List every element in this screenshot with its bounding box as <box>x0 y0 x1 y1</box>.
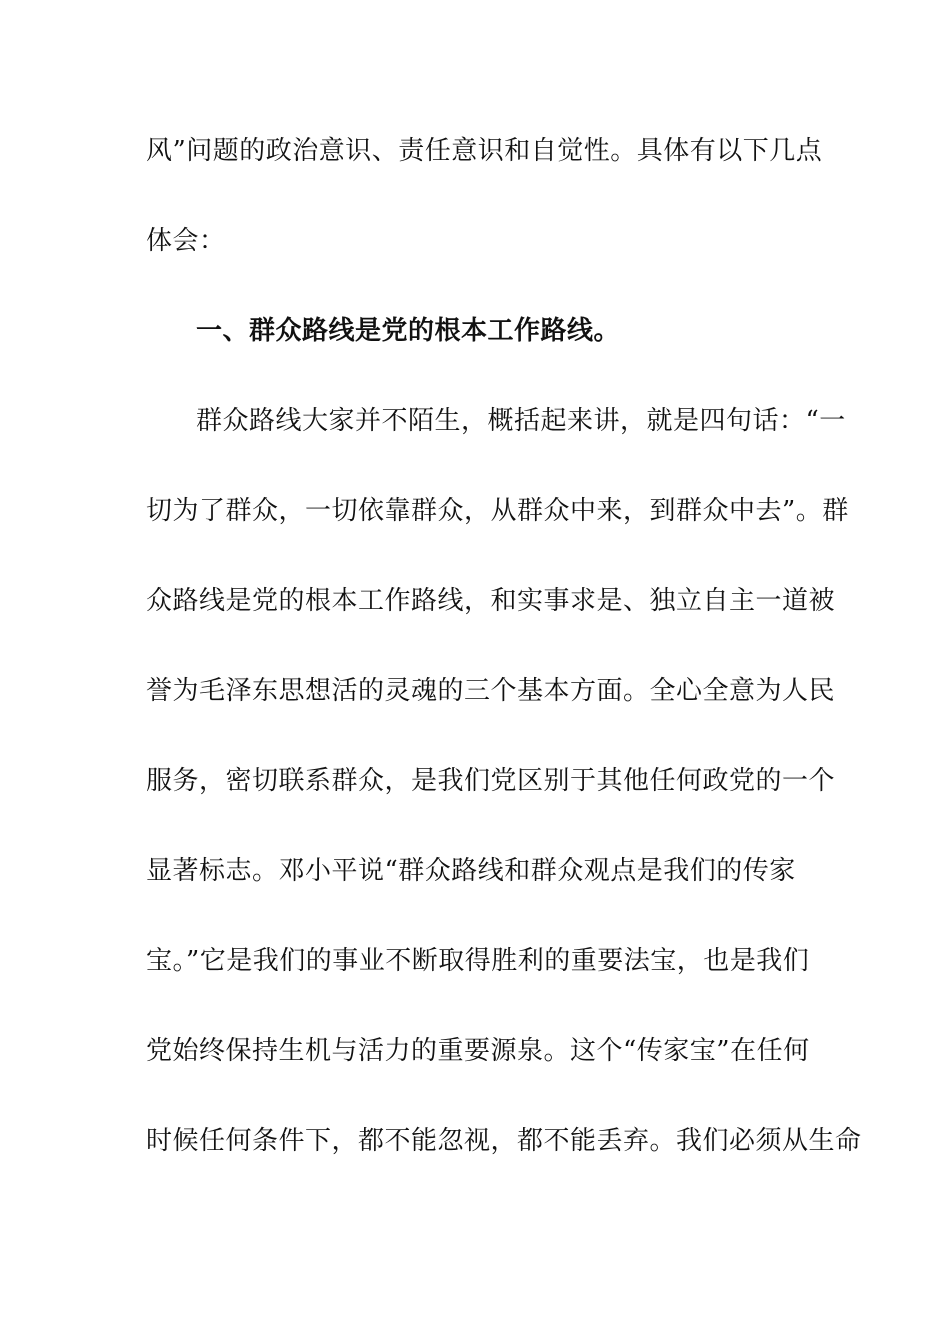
paragraph-line: 宝。”它是我们的事业不断取得胜利的重要法宝，也是我们 <box>146 946 810 976</box>
paragraph-line: 众路线是党的根本工作路线，和实事求是、独立自主一道被 <box>146 586 836 616</box>
paragraph-line: 时候任何条件下，都不能忽视，都不能丢弃。我们必须从生命 <box>146 1126 862 1156</box>
paragraph-line: 党始终保持生机与活力的重要源泉。这个“传家宝”在任何 <box>146 1036 810 1066</box>
paragraph-line: 切为了群众，一切依靠群众，从群众中来，到群众中去”。群 <box>146 496 849 526</box>
section-heading: 一、群众路线是党的根本工作路线。 <box>196 316 621 346</box>
paragraph-line: 誉为毛泽东思想活的灵魂的三个基本方面。全心全意为人民 <box>146 676 836 706</box>
paragraph-line: 群众路线大家并不陌生，概括起来讲，就是四句话：“一 <box>196 406 846 436</box>
paragraph-line: 服务，密切联系群众，是我们党区别于其他任何政党的一个 <box>146 766 836 796</box>
paragraph-line: 风”问题的政治意识、责任意识和自觉性。具体有以下几点 <box>146 136 823 166</box>
paragraph-line: 体会： <box>146 226 226 256</box>
paragraph-line: 显著标志。邓小平说“群众路线和群众观点是我们的传家 <box>146 856 796 886</box>
